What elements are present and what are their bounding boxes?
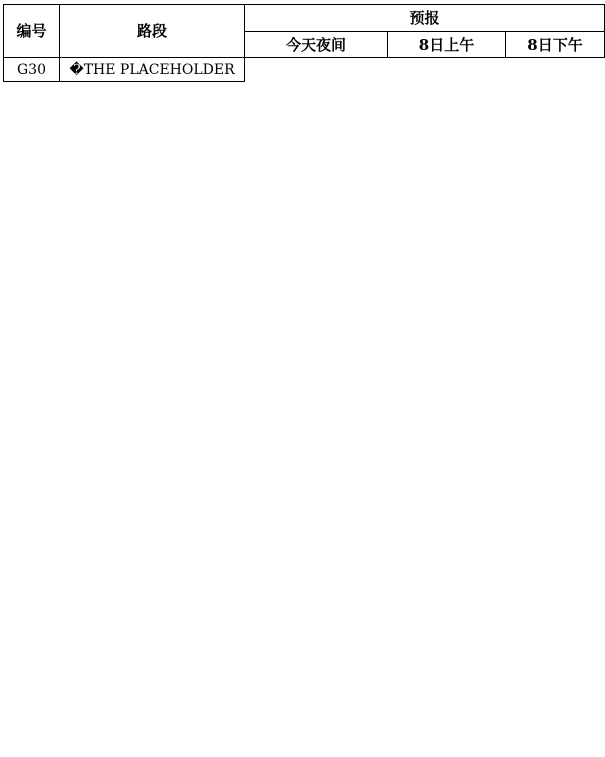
header-section: 路段	[60, 5, 245, 58]
header-tonight: 今天夜间	[245, 32, 388, 58]
header-forecast: 预报	[245, 5, 605, 32]
road-code-cell: G30	[4, 58, 60, 82]
road-weather-forecast-table	[3, 4, 605, 82]
table-body	[4, 58, 605, 82]
header-code: 编号	[4, 5, 60, 58]
table-row	[4, 58, 605, 82]
header-morning: 8日上午	[388, 32, 506, 58]
forecast-sheet	[3, 4, 604, 82]
section-cell: �THE PLACEHOLDER	[60, 58, 245, 82]
header-row-top	[4, 5, 605, 32]
header-afternoon: 8日下午	[506, 32, 605, 58]
